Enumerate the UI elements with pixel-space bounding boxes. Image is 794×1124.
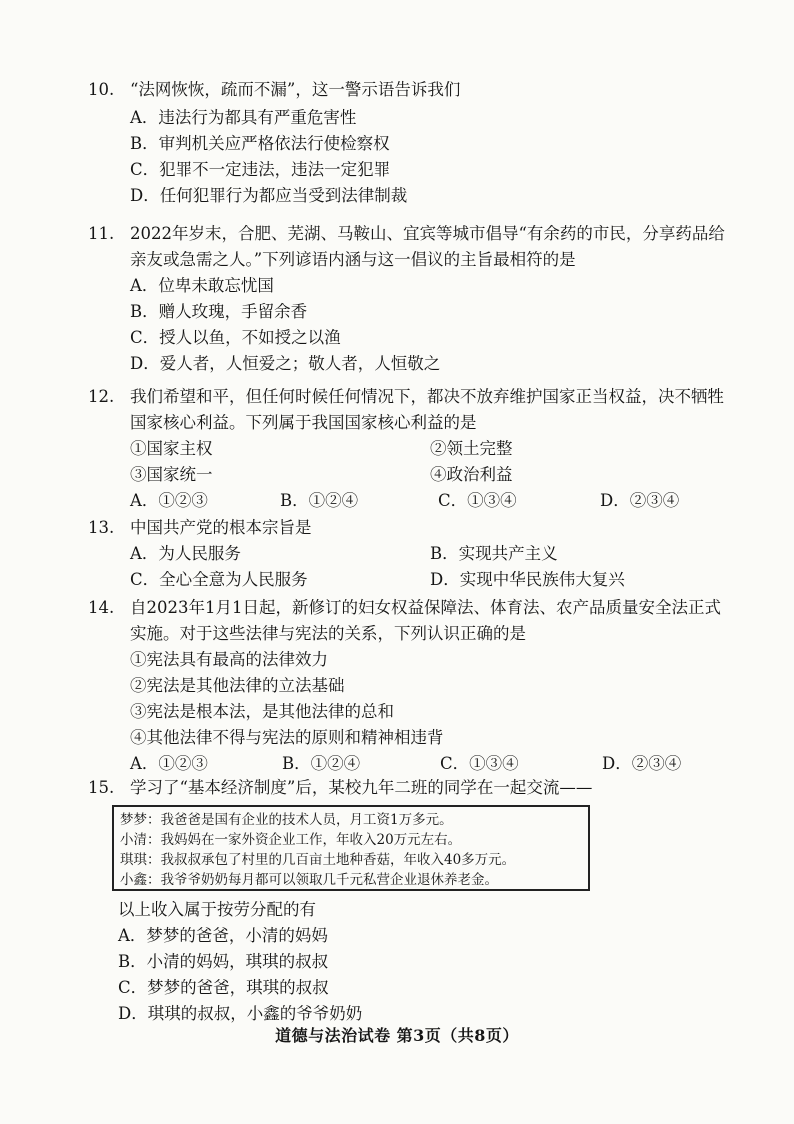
option-b: B．小清的妈妈，琪琪的叔叔 <box>118 952 329 971</box>
stem-text: 学习了“基本经济制度”后，某校九年二班的同学在一起交流—— <box>130 778 593 797</box>
question-10 <box>88 77 778 209</box>
question-number: 11. <box>88 224 115 243</box>
dialogue-line-mengmeng: 梦梦：我爸爸是国有企业的技术人员，月工资1万多元。 <box>120 812 453 828</box>
item-4: ④其他法律不得与宪法的原则和精神相违背 <box>130 728 444 747</box>
stem-text: 自2023年1月1日起，新修订的妇女权益保障法、体育法、农产品质量安全法正式 <box>130 598 721 617</box>
question-number: 13. <box>88 518 115 537</box>
option-a: A．梦梦的爸爸，小清的妈妈 <box>118 926 328 945</box>
question-12 <box>88 384 778 514</box>
question-stem <box>88 384 778 410</box>
item-1: ①国家主权 <box>130 439 213 458</box>
item-4: ④政治利益 <box>430 465 513 484</box>
question-stem <box>88 595 778 621</box>
item-2: ②领土完整 <box>430 439 513 458</box>
option-a: A．位卑未敢忘忧国 <box>130 276 274 295</box>
dialogue-line-xiaoxin: 小鑫：我爷爷奶奶每月都可以领取几千元私营企业退休养老金。 <box>120 872 498 888</box>
dialogue-line-xiaoqing: 小清：我妈妈在一家外资企业工作，年收入20万元左右。 <box>120 832 462 848</box>
stem-continuation: 实施。对于这些法律与宪法的关系，下列认识正确的是 <box>130 624 526 643</box>
option-c: C．①③④ <box>438 491 517 510</box>
option-c: C．授人以鱼，不如授之以渔 <box>130 328 341 347</box>
question-15-options <box>118 897 794 1027</box>
question-stem <box>88 775 778 801</box>
option-row <box>88 567 778 593</box>
item-3: ③宪法是根本法，是其他法律的总和 <box>130 702 394 721</box>
option-d: D．实现中华民族伟大复兴 <box>430 570 625 589</box>
option-c: C．犯罪不一定违法，违法一定犯罪 <box>130 160 391 179</box>
question-number: 10. <box>88 80 115 99</box>
option-c: C．①③④ <box>440 754 519 773</box>
item-row <box>88 462 778 488</box>
page-footer: 道德与法治试卷 第3页（共8页） <box>275 1026 519 1045</box>
question-stem <box>88 221 778 247</box>
option-a: A．①②③ <box>130 491 208 510</box>
stem-text: 我们希望和平，但任何时候任何情况下，都决不放弃维护国家正当权益，决不牺牲 <box>130 387 724 406</box>
option-c: C．全心全意为人民服务 <box>130 570 308 589</box>
item-2: ②宪法是其他法律的立法基础 <box>130 676 345 695</box>
option-b: B．①②④ <box>280 491 359 510</box>
option-d: D．②③④ <box>600 491 680 510</box>
stem-continuation: 亲友或急需之人。”下列谚语内涵与这一倡议的主旨最相符的是 <box>130 250 576 269</box>
question-number: 12. <box>88 387 115 406</box>
option-d: D．任何犯罪行为都应当受到法律制裁 <box>130 186 408 205</box>
stem-continuation: 国家核心利益。下列属于我国国家核心利益的是 <box>130 413 477 432</box>
stem-text: “法网恢恢，疏而不漏”，这一警示语告诉我们 <box>130 80 461 99</box>
option-row <box>88 488 778 514</box>
item-3: ③国家统一 <box>130 465 213 484</box>
option-b: B．①②④ <box>282 754 361 773</box>
option-row <box>88 751 778 777</box>
option-b: B．审判机关应严格依法行使检察权 <box>130 134 390 153</box>
option-a: A．①②③ <box>130 754 208 773</box>
option-b: B．赠人玫瑰，手留余香 <box>130 302 308 321</box>
option-a: A．违法行为都具有严重危害性 <box>130 108 357 127</box>
question-number: 15. <box>88 778 115 797</box>
item-row <box>88 436 778 462</box>
option-d: D．爱人者，人恒爱之；敬人者，人恒敬之 <box>130 354 441 373</box>
option-d: D．琪琪的叔叔，小鑫的爷爷奶奶 <box>118 1004 363 1023</box>
option-d: D．②③④ <box>602 754 682 773</box>
item-1: ①宪法具有最高的法律效力 <box>130 650 328 669</box>
question-number: 14. <box>88 598 115 617</box>
option-row <box>88 541 778 567</box>
option-c: C．梦梦的爸爸，琪琪的叔叔 <box>118 978 329 997</box>
question-13 <box>88 515 778 593</box>
dialogue-box <box>112 805 590 891</box>
stem-text: 2022年岁末，合肥、芜湖、马鞍山、宜宾等城市倡导“有余药的市民，分享药品给 <box>130 224 725 243</box>
option-a: A．为人民服务 <box>130 544 241 563</box>
stem-text: 中国共产党的根本宗旨是 <box>130 518 312 537</box>
option-b: B．实现共产主义 <box>430 544 558 563</box>
question-11 <box>88 221 778 377</box>
question-15 <box>88 775 778 801</box>
dialogue-line-qiqi: 琪琪：我叔叔承包了村里的几百亩土地种香菇，年收入40多万元。 <box>120 852 516 868</box>
question-stem <box>88 515 778 541</box>
question-14 <box>88 595 778 777</box>
question-ask: 以上收入属于按劳分配的有 <box>118 900 316 919</box>
question-stem <box>88 77 778 103</box>
